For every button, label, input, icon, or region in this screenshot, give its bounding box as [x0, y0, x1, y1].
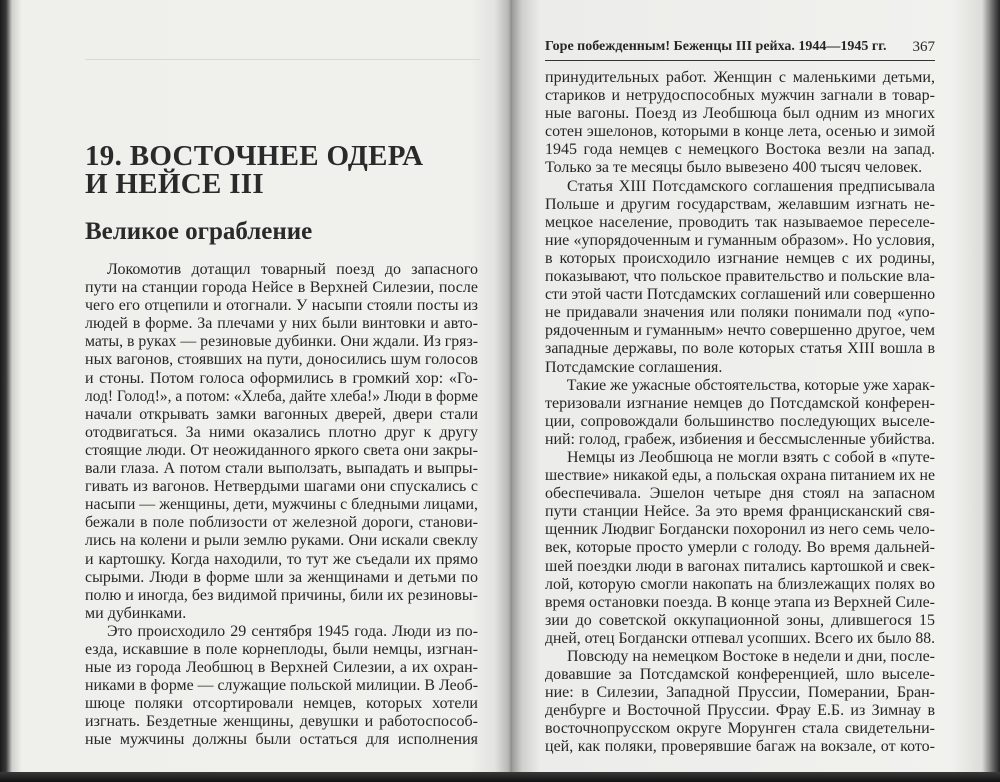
text-line: век, которые просто умерли с голоду. Во время дальней-: [545, 539, 935, 557]
text-line: Польше и другим государствам, желавшим изгнать не-: [545, 195, 935, 213]
text-line: лой, которую смогли накопать на близлежащих полях во: [545, 575, 935, 593]
text-line: лись на колени и рыли землю руками. Они искали свеклу: [85, 532, 478, 550]
text-line: ми дубинками.: [85, 604, 187, 622]
text-line: обеспечивала. Эшелон четыре дня стоял на запасном: [545, 485, 935, 503]
chapter-title-line1: 19. ВОСТОЧНЕЕ ОДЕРА: [85, 140, 424, 172]
text-line: дней, отец Богдански отпевал усопших. Всего их было 88.: [545, 629, 935, 647]
text-line: ных вагонов, стоявших на пути, доносились шум голосов: [85, 351, 478, 369]
text-line: бежали в поле поблизости от железной дороги, станови-: [85, 514, 478, 532]
text-line: сотен эшелонов, которыми в конце лета, осенью и зимой: [545, 123, 935, 141]
text-line: довавшие за Потсдамской конференцией, шло выселе-: [545, 666, 935, 684]
text-line: пути на станции города Нейсе в Верхней Силезии, после: [85, 279, 478, 297]
running-head-rule: [545, 60, 935, 61]
text-line: отодвигаться. За ними оказались плотно друг к другу: [85, 423, 478, 441]
text-line: Потсдамские соглашения.: [545, 358, 723, 376]
text-line: Повсюду на немецком Востоке в недели и дни, после-: [567, 648, 935, 665]
text-line: Такие же ужасные обстоятельства, которые уже харак-: [566, 376, 935, 394]
text-line: ные вагоны. Поезд из Леобшюца был одним из многих: [545, 105, 935, 123]
paragraph: [545, 178, 935, 377]
text-line: щенник Людвиг Богдански похоронил из него семь чело-: [545, 521, 935, 539]
text-line: западные державы, по воле которых статья XIII вошла в: [545, 340, 935, 358]
left-body-text: [85, 261, 478, 750]
text-line: Это происходило 29 сентября 1945 года. Люди из по-: [107, 622, 478, 640]
text-line: гивать из вагонов. Нетвердыми шагами они спускались с: [85, 478, 478, 496]
paragraph: [545, 377, 935, 449]
text-line: Локомотив дотащил товарный поезд до запасного: [107, 261, 478, 278]
text-line: не придавали значения или поляки понимали под «упо-: [545, 304, 935, 322]
text-line: время остановки поезда. В конце этапа из Верхней Силе-: [545, 593, 935, 611]
text-line: цей, как поляки, проверявшие багаж на вокзале, от кото-: [545, 738, 935, 756]
text-line: теризовали изгнание немцев до Потсдамской конферен-: [545, 394, 935, 412]
running-head: [545, 39, 935, 57]
paragraph: [545, 648, 935, 757]
show-through-rule: [85, 59, 480, 60]
text-line: Статья XIII Потсдамского соглашения предписывала: [567, 177, 935, 195]
text-line: Немцы из Леобшюца не могли взять с собой в «путе-: [567, 448, 935, 466]
page-number: 367: [912, 39, 935, 55]
text-line: маты, в руках — резиновые дубинки. Они ждали. Из гряз-: [85, 333, 478, 351]
text-line: сырыми. Люди в форме шли за женщинами и детьми по: [85, 568, 478, 586]
text-line: лод! Голод!», а потом: «Хлеба, дайте хлеба!» Люди в форме: [85, 387, 478, 405]
scanner-edge: [0, 772, 1000, 782]
text-line: стариков и нетрудоспособных мужчин загнали в товар-: [545, 87, 935, 105]
text-line: показывают, что польское правительство и польские вла-: [545, 268, 935, 286]
text-line: чего его отцепили и отогнали. У насыпи стояли посты из: [85, 297, 478, 315]
text-line: насыпи — женщины, дети, мужчины с бледными лицами,: [85, 496, 478, 514]
text-line: езда, искавшие в поле корнеплоды, были немцы, изгнан-: [85, 640, 478, 658]
text-line: никами в форме — служащие польской милиции. В Леоб-: [85, 677, 478, 695]
chapter-title: [85, 142, 423, 198]
text-line: и картошку. Когда находили, то тут же съедали их прямо: [85, 550, 478, 568]
text-line: вали глаза. А потом стали выползать, выпадать и выпры-: [85, 460, 478, 478]
paragraph: [545, 449, 935, 648]
text-line: изгнать. Бездетные женщины, девушки и работоспособ-: [85, 713, 478, 731]
paragraph: [545, 69, 935, 178]
text-line: стоящие люди. От неожиданного яркого света они закры-: [85, 441, 478, 459]
running-head-title: Горе побежденным! Беженцы III рейха. 1944—1945 гг.: [545, 39, 887, 54]
text-line: ные из города Леобшюц в Верхней Силезии, а их охран-: [85, 659, 478, 677]
text-line: ний: голод, грабеж, избиения и бессмысленные убийства.: [545, 430, 935, 448]
text-line: рядоченным и гуманным» нечто совершенно другое, чем: [545, 322, 935, 340]
text-line: ции, сопровождали большинство последующих выселе-: [545, 412, 935, 430]
text-line: сти этой части Потсдамских соглашений или совершенно: [545, 286, 935, 304]
text-line: мецкое население, проводить так называемое переселе-: [545, 213, 935, 231]
text-line: пути станции Нейсе. За это время францисканский свя-: [545, 503, 935, 521]
text-line: Только за те месяцы было вывезено 400 тысяч человек.: [545, 159, 923, 177]
text-line: полю и иногда, без видимой причины, били их резиновы-: [85, 586, 478, 604]
text-line: людей в форме. За плечами у них были винтовки и авто-: [85, 315, 478, 333]
text-line: в которых происходило изгнание немцев с их родины,: [545, 249, 935, 267]
text-line: денбурге и Восточной Пруссии. Фрау Е.Б. из Зимнау в: [545, 702, 935, 720]
text-line: ные мужчины должны были остаться для исполнения: [85, 731, 478, 749]
text-line: принудительных работ. Женщин с маленькими детьми,: [545, 69, 935, 86]
text-line: восточнопрусском округе Морунген стала свидетельни-: [545, 720, 935, 738]
text-line: ние «упорядоченным и гуманным образом». Но условия,: [545, 231, 935, 249]
right-body-text: [545, 69, 935, 757]
text-line: ние: в Силезии, Западной Пруссии, Померании, Бран-: [545, 684, 935, 702]
section-title: Великое ограбление: [85, 218, 313, 245]
text-line: начали открывать замки вагонных дверей, двери стали: [85, 405, 478, 423]
paragraph: [85, 261, 478, 623]
text-line: шествие» никакой еды, а польская охрана питанием их не: [545, 467, 935, 485]
text-line: 1945 года немцев с немецкого Востока везли на запад.: [545, 141, 935, 159]
text-line: шюце поляки отсортировали немцев, которых хотели: [85, 695, 478, 713]
chapter-title-line2: И НЕЙСЕ III: [85, 168, 264, 200]
text-line: зии до советской оккупационной зоны, длившегося 15: [545, 611, 935, 629]
paragraph: [85, 623, 478, 750]
text-line: шей поездки люди в вагонах питались картошкой и свек-: [545, 557, 935, 575]
text-line: и стоны. Потом голоса оформились в громкий хор: «Го-: [85, 369, 478, 387]
